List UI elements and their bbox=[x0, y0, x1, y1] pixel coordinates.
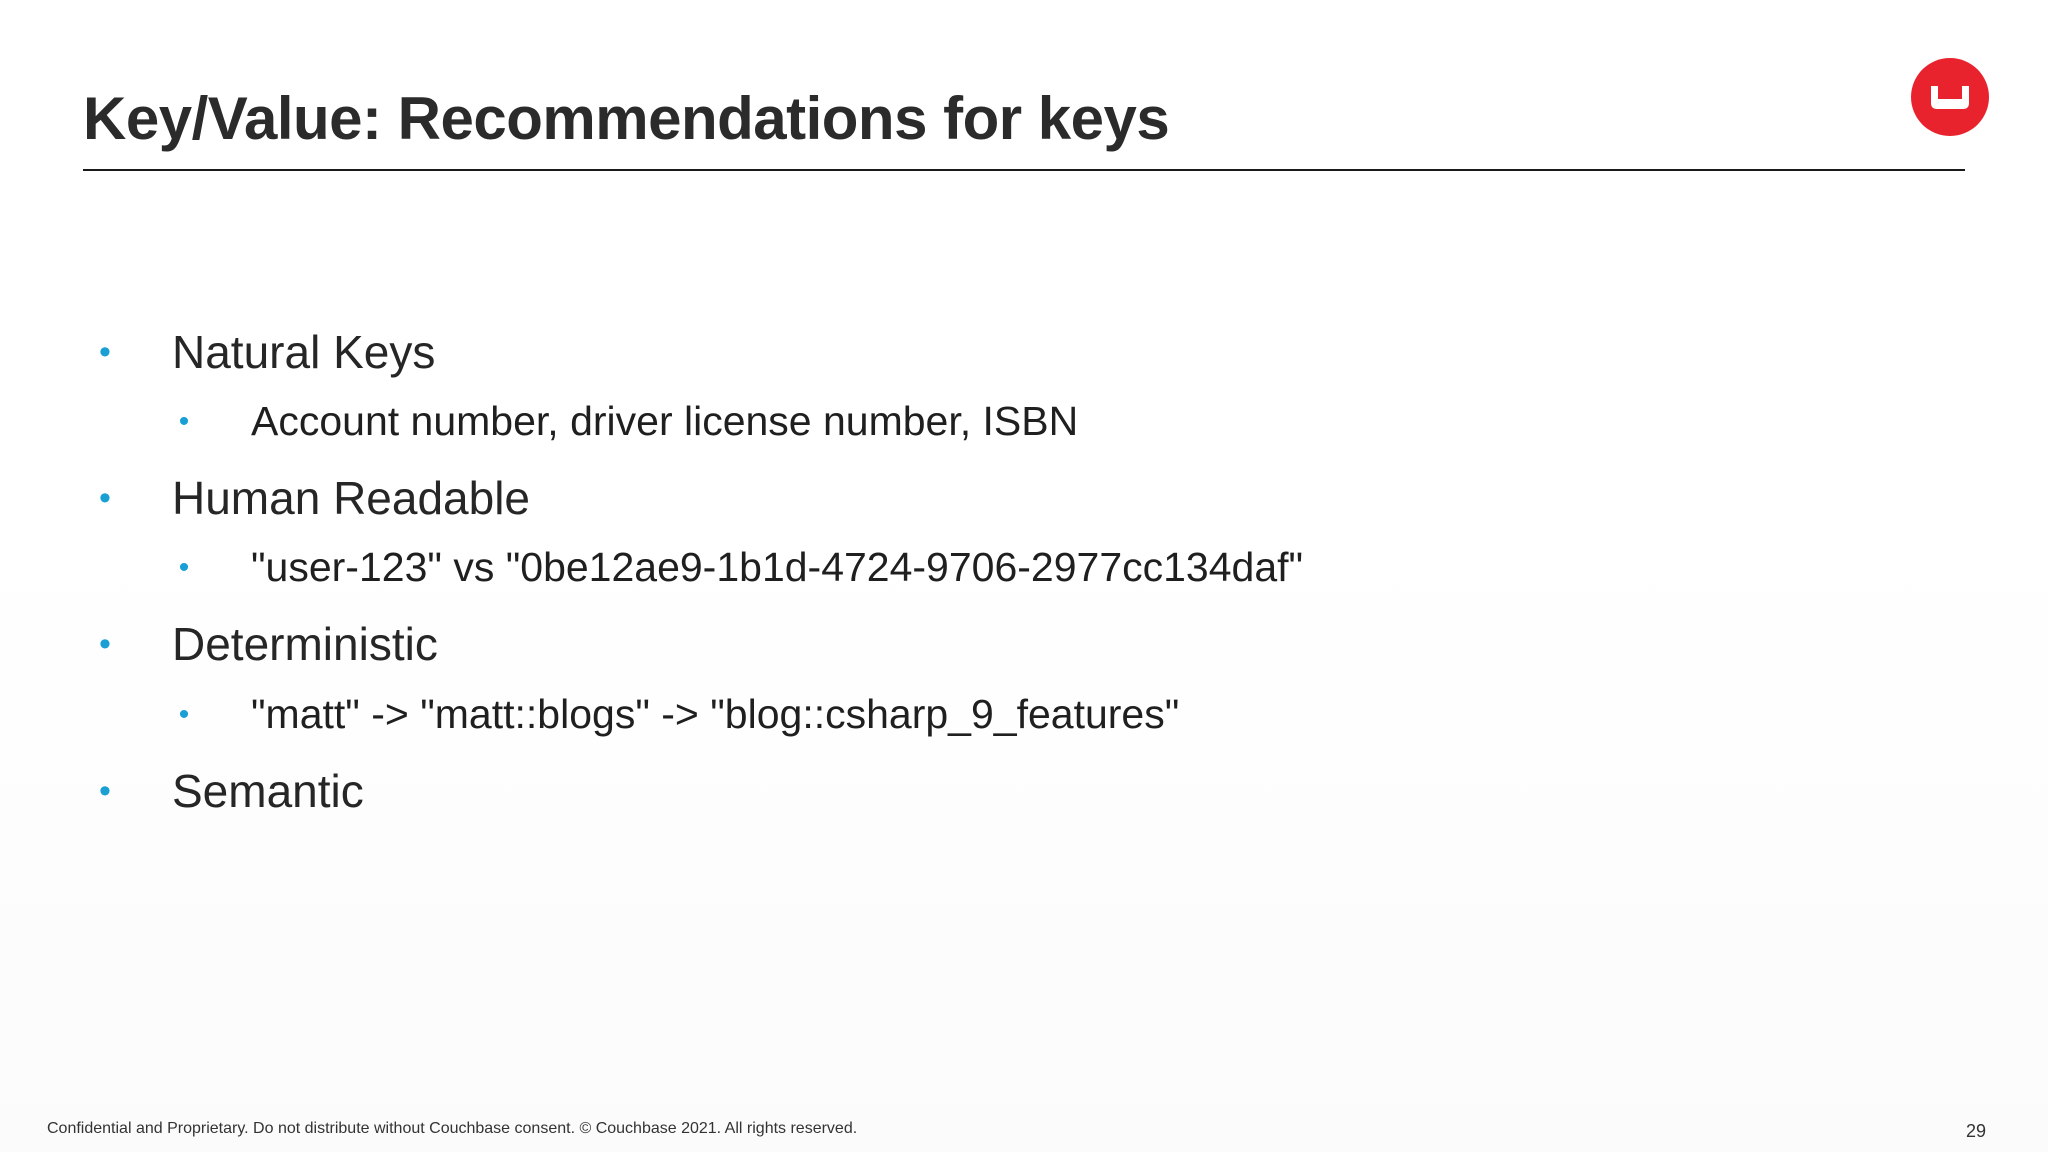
bullet-dot: • bbox=[178, 404, 190, 438]
sub-bullet-deterministic-example bbox=[159, 691, 1179, 738]
bullet-semantic bbox=[80, 764, 364, 818]
bullet-natural-keys bbox=[80, 325, 435, 379]
bullet-dot: • bbox=[178, 550, 190, 584]
bullet-dot: • bbox=[99, 332, 111, 371]
bullet-deterministic bbox=[80, 617, 438, 671]
bullet-text: Human Readable bbox=[172, 472, 531, 524]
bullet-text: Deterministic bbox=[172, 618, 438, 670]
bullet-text: "matt" -> "matt::blogs" -> "blog::csharp_9_features" bbox=[251, 691, 1180, 737]
bullet-human-readable bbox=[80, 471, 530, 525]
page-number: 29 bbox=[1966, 1121, 1987, 1141]
bullet-dot: • bbox=[99, 478, 111, 517]
bullet-text: Account number, driver license number, ISBN bbox=[251, 398, 1079, 444]
bullet-text: "user-123" vs "0be12ae9-1b1d-4724-9706-2977cc134daf" bbox=[251, 544, 1304, 590]
slide-title: Key/Value: Recommendations for keys bbox=[83, 85, 1170, 152]
bullet-dot: • bbox=[178, 697, 190, 731]
bullet-text: Natural Keys bbox=[172, 326, 436, 378]
bullet-dot: • bbox=[99, 624, 111, 663]
bullet-text: Semantic bbox=[172, 765, 364, 817]
sub-bullet-natural-keys-examples bbox=[159, 398, 1078, 445]
sub-bullet-human-readable-example bbox=[159, 544, 1303, 591]
footer-copyright: Confidential and Proprietary. Do not distribute without Couchbase consent. © Couchbase 2021. All rights reserved. bbox=[47, 1120, 858, 1137]
bullet-dot: • bbox=[99, 771, 111, 810]
